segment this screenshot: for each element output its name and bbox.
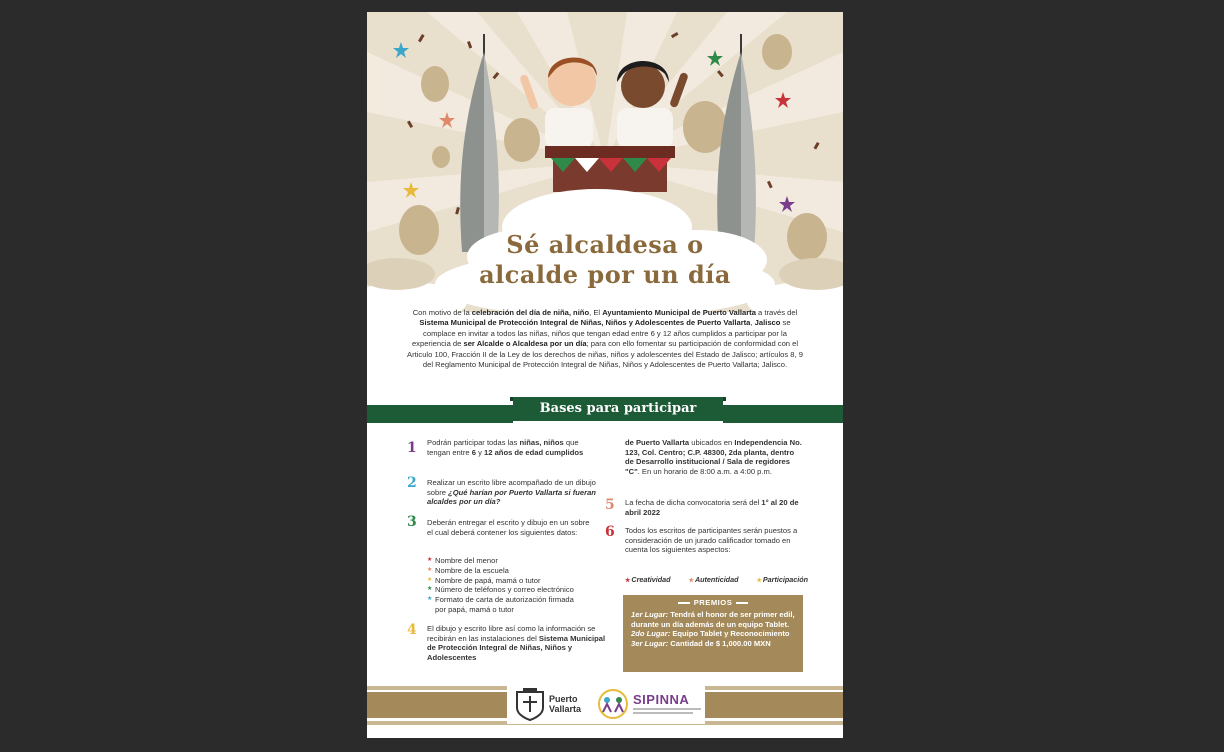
- t: Puerto: [549, 694, 578, 704]
- star-icon: ★: [427, 586, 433, 593]
- t: Cantidad de $ 1,000.00 MXN: [668, 638, 771, 648]
- intro-text: ,: [750, 318, 755, 328]
- item-2-text: [427, 478, 599, 507]
- podium: [545, 146, 675, 192]
- t: 3er Lugar:: [631, 638, 669, 648]
- puerto-vallarta-logo-text: [549, 694, 581, 714]
- t: Número de teléfonos y correo electrónico: [435, 585, 574, 595]
- list-item: [427, 585, 607, 595]
- t: Tendrá el honor de ser primer edil, durante un día además de un equipo Tablet.: [631, 610, 795, 629]
- t: Nombre del menor: [435, 556, 498, 565]
- intro-text: , El: [589, 308, 603, 317]
- t: 1° al 20 de abril 2022: [625, 498, 799, 517]
- item-number-4: 4: [407, 622, 417, 638]
- star-icon: ★: [427, 576, 433, 583]
- intro-bold: ser Alcalde o Alcaldesa por un día: [463, 339, 587, 349]
- sipinna-logo-text: SIPINNA: [633, 692, 690, 707]
- t: de Puerto Vallarta: [625, 438, 690, 447]
- sipinna-subtitle-line: [633, 708, 701, 710]
- t: Participación: [762, 575, 808, 584]
- item-4-text: [427, 624, 607, 662]
- t: El dibujo y escrito libre así como la información se recibirán en las instalaciones del: [427, 624, 596, 643]
- aspects-list: [625, 575, 824, 584]
- star-icon: ★: [625, 578, 631, 584]
- poster: [367, 12, 843, 738]
- intro-bold: Jalisco: [754, 318, 781, 328]
- item-number-3: 3: [407, 514, 417, 530]
- t: Creatividad: [631, 575, 671, 584]
- intro-text: se complace en invitar a todos las niñas, niños que tengan edad entre 6 y 12 años cumplidos a participar por la experiencia de: [411, 318, 791, 349]
- t: Sistema Municipal de Protección Integral de Niñas, Niños y Adolescentes: [427, 633, 606, 662]
- sipinna-subtitle-line: [633, 712, 693, 714]
- t: Nombre de la escuela: [435, 565, 509, 575]
- t: Nombre de papá, mamá o tutor: [435, 575, 541, 585]
- poster-title-line2: alcalde por un día: [479, 260, 731, 289]
- t: Vallarta: [549, 704, 582, 714]
- t: Independencia No. 123, Col. Centro; C.P. 48300, 2da planta, dentro de Desarrollo institucional / Sala de regidores "C": [625, 438, 802, 476]
- t: Deberán entregar el escrito y dibujo en un sobre el cual deberá contener los siguientes datos:: [427, 518, 590, 537]
- intro-text: a través del: [755, 308, 798, 317]
- t: Todos los escritos de participantes serán puestos a consideración de un jurado calificador tomado en cuenta los siguientes aspectos:: [625, 526, 798, 555]
- viewer-top-bar: [0, 0, 1224, 12]
- item-number-2: 2: [407, 475, 417, 491]
- t: por papá, mamá o tutor: [435, 604, 514, 614]
- poster-title-line1: Sé alcaldesa o: [506, 230, 704, 259]
- t: que tengan entre: [427, 438, 579, 457]
- item-4-continued: [625, 438, 805, 476]
- aspect-item: [625, 575, 679, 584]
- t: 2do Lugar:: [631, 629, 671, 639]
- star-icon: ★: [688, 578, 694, 584]
- premios-body: [631, 610, 797, 648]
- aspect-item: [756, 575, 816, 584]
- t: Realizar un escrito libre acompañado de un dibujo sobre: [427, 478, 596, 497]
- intro-bold: celebración del día de niña, niño: [471, 308, 590, 317]
- premios-title: PREMIOS: [623, 598, 803, 607]
- premios-box: [623, 595, 803, 672]
- t: 1er Lugar:: [631, 610, 669, 619]
- intro-bold: Ayuntamiento Municipal de Puerto Vallarta: [602, 308, 756, 317]
- bases-heading: Bases para participar: [513, 397, 723, 423]
- item-number-6: 6: [605, 524, 615, 540]
- puerto-vallarta-shield-icon: [513, 686, 547, 722]
- intro-text: Con motivo de la: [412, 308, 472, 317]
- t: ubicados en: [689, 438, 735, 447]
- item-5-text: [625, 498, 801, 517]
- intro-paragraph: [405, 308, 805, 370]
- list-item: [427, 566, 607, 576]
- t: 12 años de edad cumplidos: [484, 447, 584, 457]
- item-number-1: 1: [407, 440, 417, 456]
- t: La fecha de dicha convocatoria será del: [625, 498, 762, 507]
- t: Formato de carta de autorización firmada: [435, 595, 574, 605]
- sipinna-emblem-icon: [595, 688, 631, 720]
- intro-text: ; para con ello fomentar su participación de conformidad con el Articulo 100, Fracción II de la Ley de los derechos de niñas, niños y adolescentes del Estado de Jalisco; artículos 8, 9 del Reglamento Municipal de Protección Integral de Niñas, Niños y Adolescentes de Puerto Vallarta; Jalisco.: [407, 339, 803, 370]
- star-icon: ★: [756, 578, 762, 584]
- item-number-5: 5: [605, 497, 615, 513]
- list-item: [427, 556, 607, 566]
- footer-logos: [507, 684, 705, 724]
- list-item: [427, 605, 607, 615]
- t: y: [476, 447, 485, 457]
- aspect-item: [689, 575, 747, 584]
- item-6-text: [625, 526, 803, 555]
- hero-illustration: [367, 12, 843, 312]
- item-1-text: [427, 438, 597, 457]
- t: Podrán participar todas las: [427, 438, 520, 447]
- star-icon: ★: [427, 566, 433, 573]
- item-3-text: [427, 518, 593, 537]
- intro-bold: Sistema Municipal de Protección Integral de Niñas, Niños y Adolescentes de Puerto Vallarta: [419, 318, 751, 328]
- t: Autenticidad: [694, 575, 739, 584]
- t: 6: [471, 447, 476, 457]
- star-icon: ★: [427, 557, 433, 563]
- t: Equipo Tablet y Reconocimiento: [670, 629, 790, 639]
- t: . En un horario de 8:00 a.m. a 4:00 p.m.: [637, 466, 772, 476]
- list-item: [427, 576, 607, 586]
- t: ¿Qué harían por Puerto Vallarta si fueran alcaldes por un día?: [427, 487, 596, 507]
- star-icon: ★: [427, 596, 433, 603]
- datos-list: [427, 556, 607, 615]
- t: niñas, niños: [519, 438, 564, 447]
- list-item: [427, 595, 607, 605]
